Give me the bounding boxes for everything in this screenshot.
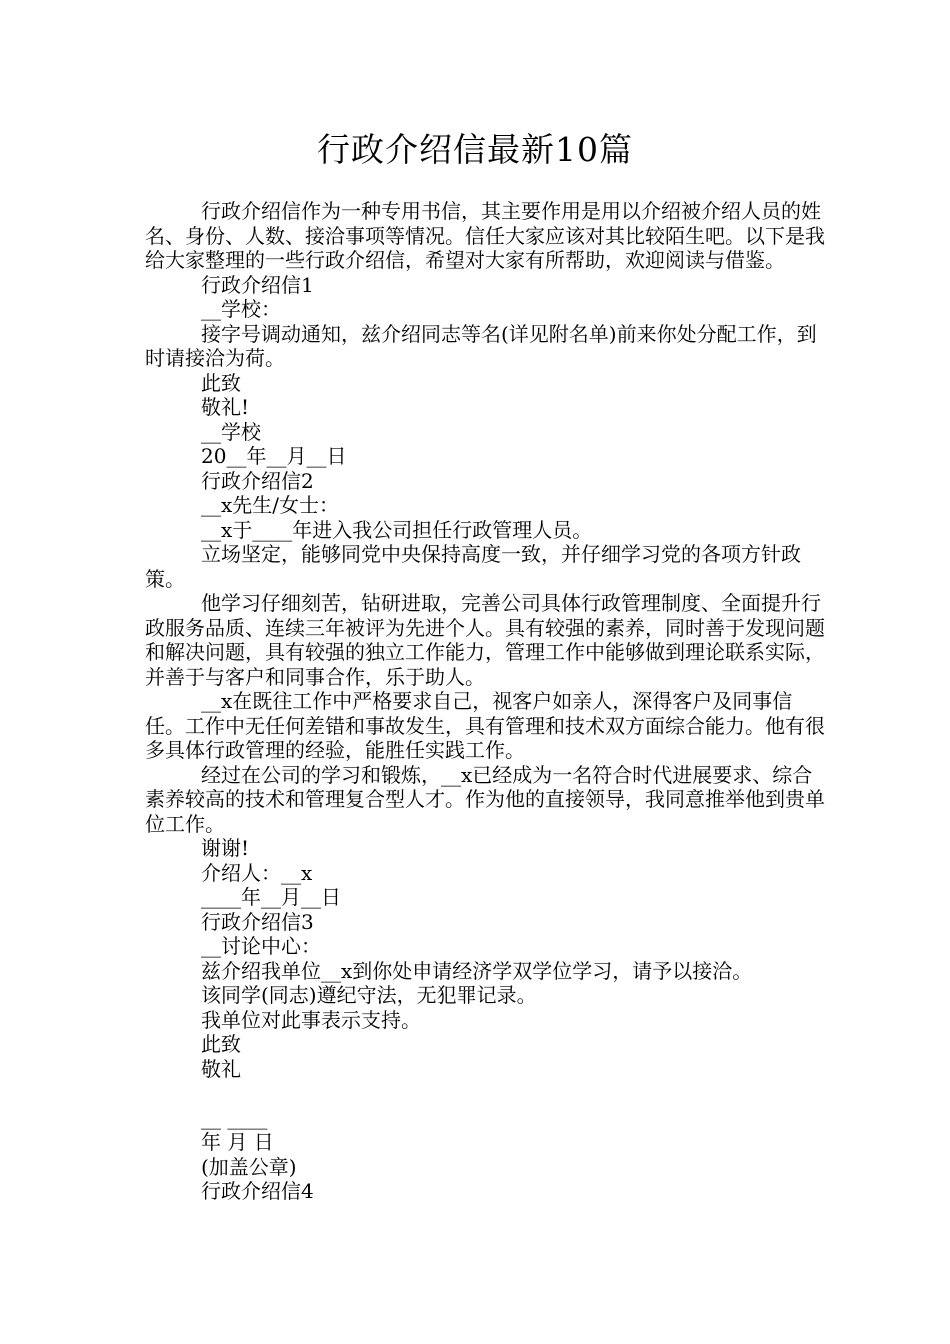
letter1-body: 接字号调动通知，兹介绍同志等名(详见附名单)前来你处分配工作，到时请接洽为荷。: [145, 321, 817, 370]
letter2-thanks: 谢谢!: [201, 836, 250, 860]
section-heading-4: 行政介绍信4: [201, 1179, 314, 1203]
letter2-salutation: __x先生/女士：: [201, 493, 340, 517]
letter3-date: 年 月 日: [201, 1130, 274, 1154]
letter1-closing: 此致: [201, 370, 241, 395]
section-heading-2: 行政介绍信2: [201, 468, 314, 493]
letter2-date: ____年__月__日: [201, 885, 341, 909]
letter1-salutation: __学校：: [201, 297, 281, 321]
blank-line: [145, 1081, 825, 1106]
document-title: 行政介绍信最新10篇: [317, 130, 633, 169]
letter3-regards: 敬礼: [201, 1056, 241, 1081]
letter2-paragraph-2: 立场坚定，能够同党中央保持高度一致，并仔细学习党的各项方针政策。: [145, 542, 801, 591]
letter3-closing: 此致: [201, 1032, 241, 1056]
letter3-seal: (加盖公章): [201, 1154, 297, 1179]
document-body: [145, 199, 825, 1204]
letter1-date: 20__年__月__日: [201, 444, 347, 468]
letter2-paragraph-4: __x在既往工作中严格要求自己，视客户如亲人，深得客户及同事信任。工作中无任何差错和事故发生，具有管理和技术双方面综合能力。他有很多具体行政管理的经验，能胜任实践工作。: [145, 689, 825, 762]
letter2-paragraph-3: 他学习仔细刻苦，钻研进取，完善公司具体行政管理制度、全面提升行政服务品质、连续三年被评为先进个人。具有较强的素养，同时善于发现问题和解决问题，具有较强的独立工作能力，管理工作中能够做到理论联系实际，并善于与客户和同事合作，乐于助人。: [145, 591, 825, 689]
letter3-body-1: 兹介绍我单位__x到你处申请经济学双学位学习，请予以接洽。: [201, 958, 753, 983]
intro-paragraph: 行政介绍信作为一种专用书信，其主要作用是用以介绍被介绍人员的姓名、身份、人数、接洽事项等情况。信任大家应该对其比较陌生吧。以下是我给大家整理的一些行政介绍信，希望对大家有所帮助，欢迎阅读与借鉴。: [145, 199, 825, 272]
letter2-paragraph-1: __x于____年进入我公司担任行政管理人员。: [201, 517, 593, 542]
letter3-blank-fields: __ ____: [201, 1105, 268, 1130]
section-heading-1: 行政介绍信1: [201, 272, 314, 297]
section-heading-3: 行政介绍信3: [201, 909, 314, 934]
letter1-regards: 敬礼!: [201, 395, 250, 419]
letter3-body-2: 该同学(同志)遵纪守法，无犯罪记录。: [201, 983, 537, 1007]
letter1-signer: __学校: [201, 419, 261, 444]
letter2-paragraph-5: 经过在公司的学习和锻炼，__x已经成为一名符合时代进展要求、综合素养较高的技术和管理复合型人才。作为他的直接领导，我同意推举他到贵单位工作。: [145, 762, 825, 836]
letter3-salutation: __讨论中心：: [201, 934, 321, 958]
letter2-introducer: 介绍人：__x: [201, 860, 313, 885]
letter3-body-3: 我单位对此事表示支持。: [201, 1007, 421, 1032]
